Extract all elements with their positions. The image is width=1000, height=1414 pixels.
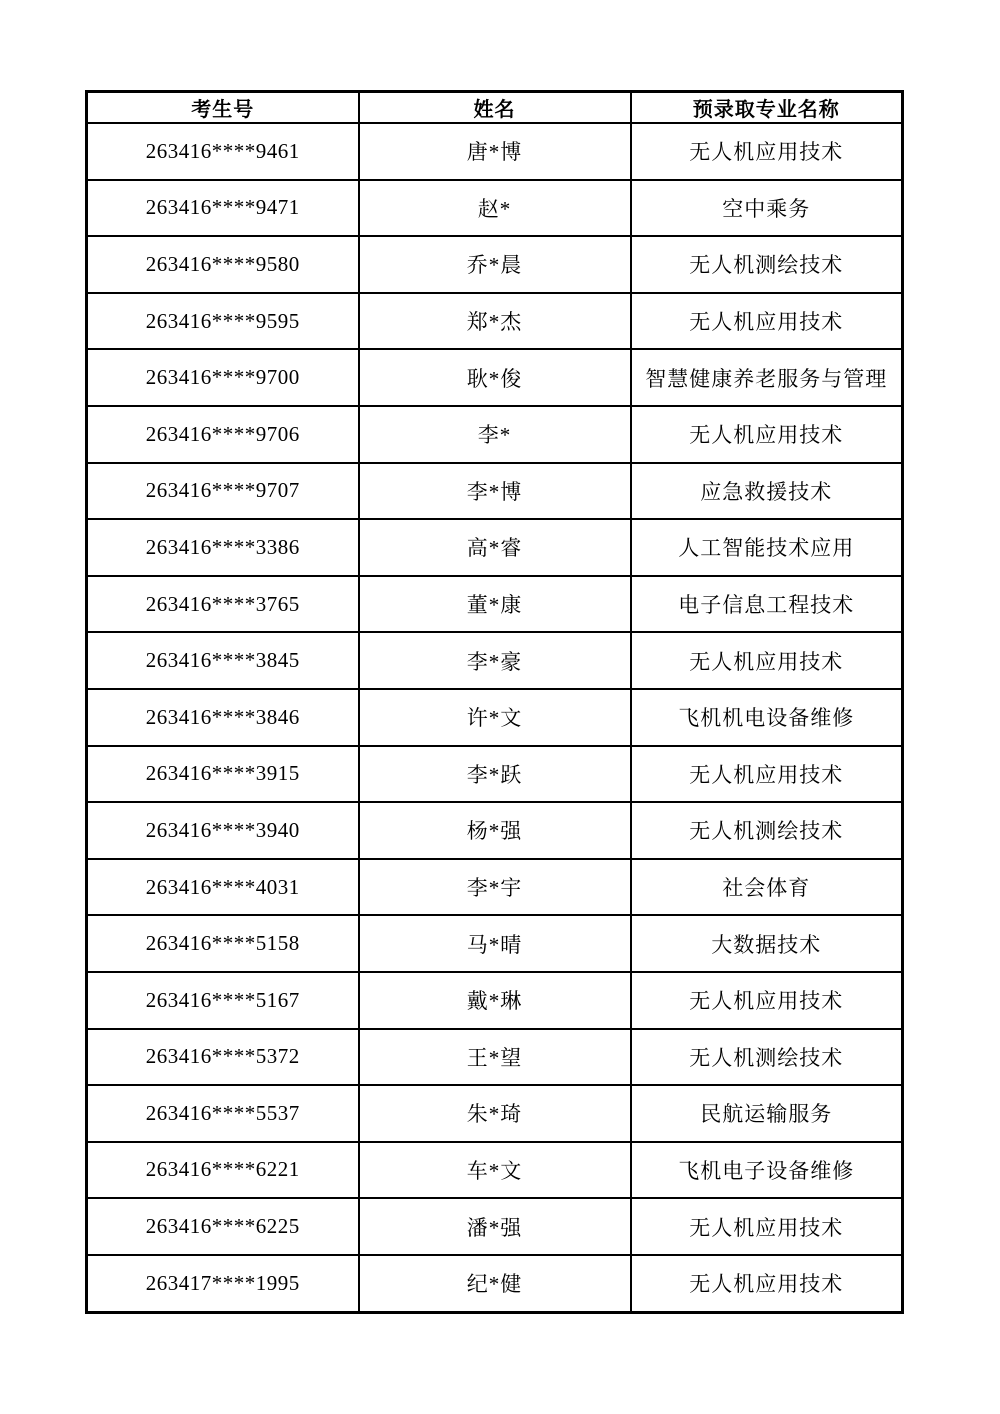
cell-name: 乔*晨 xyxy=(359,236,631,293)
cell-candidate-no: 263416****9595 xyxy=(87,293,359,350)
cell-candidate-no: 263416****3915 xyxy=(87,746,359,803)
column-header-name: 姓名 xyxy=(359,92,631,124)
table-header-row xyxy=(87,92,903,124)
cell-name: 纪*健 xyxy=(359,1255,631,1313)
cell-name: 李* xyxy=(359,406,631,463)
table-row xyxy=(87,1198,903,1255)
table-body xyxy=(87,123,903,1313)
table-row xyxy=(87,236,903,293)
cell-candidate-no: 263416****9707 xyxy=(87,463,359,520)
cell-major: 无人机应用技术 xyxy=(631,1255,903,1313)
table-row xyxy=(87,349,903,406)
table-row xyxy=(87,746,903,803)
cell-major: 人工智能技术应用 xyxy=(631,519,903,576)
cell-candidate-no: 263416****5167 xyxy=(87,972,359,1029)
table-row xyxy=(87,972,903,1029)
table-row xyxy=(87,406,903,463)
cell-candidate-no: 263416****9461 xyxy=(87,123,359,180)
cell-major: 大数据技术 xyxy=(631,915,903,972)
cell-candidate-no: 263416****3765 xyxy=(87,576,359,633)
table-row xyxy=(87,689,903,746)
table-row xyxy=(87,632,903,689)
cell-candidate-no: 263416****9580 xyxy=(87,236,359,293)
table-row xyxy=(87,1085,903,1142)
cell-major: 社会体育 xyxy=(631,859,903,916)
cell-major: 无人机应用技术 xyxy=(631,632,903,689)
cell-major: 应急救援技术 xyxy=(631,463,903,520)
table-row xyxy=(87,859,903,916)
cell-major: 无人机测绘技术 xyxy=(631,236,903,293)
table-row xyxy=(87,1255,903,1313)
cell-candidate-no: 263417****1995 xyxy=(87,1255,359,1313)
table-row xyxy=(87,1142,903,1199)
cell-candidate-no: 263416****3846 xyxy=(87,689,359,746)
cell-name: 车*文 xyxy=(359,1142,631,1199)
cell-candidate-no: 263416****5158 xyxy=(87,915,359,972)
table-row xyxy=(87,293,903,350)
cell-name: 郑*杰 xyxy=(359,293,631,350)
cell-candidate-no: 263416****5372 xyxy=(87,1029,359,1086)
cell-major: 电子信息工程技术 xyxy=(631,576,903,633)
table-row xyxy=(87,1029,903,1086)
table-row xyxy=(87,519,903,576)
cell-major: 空中乘务 xyxy=(631,180,903,237)
cell-candidate-no: 263416****3940 xyxy=(87,802,359,859)
cell-major: 智慧健康养老服务与管理 xyxy=(631,349,903,406)
cell-name: 杨*强 xyxy=(359,802,631,859)
table-row xyxy=(87,180,903,237)
cell-candidate-no: 263416****9706 xyxy=(87,406,359,463)
table-row xyxy=(87,576,903,633)
cell-name: 李*宇 xyxy=(359,859,631,916)
cell-major: 无人机应用技术 xyxy=(631,123,903,180)
cell-major: 无人机测绘技术 xyxy=(631,802,903,859)
table-row xyxy=(87,915,903,972)
cell-major: 无人机应用技术 xyxy=(631,293,903,350)
cell-candidate-no: 263416****3845 xyxy=(87,632,359,689)
cell-name: 王*望 xyxy=(359,1029,631,1086)
cell-name: 李*博 xyxy=(359,463,631,520)
table-row xyxy=(87,802,903,859)
cell-name: 戴*琳 xyxy=(359,972,631,1029)
cell-name: 马*晴 xyxy=(359,915,631,972)
cell-major: 飞机电子设备维修 xyxy=(631,1142,903,1199)
cell-major: 无人机应用技术 xyxy=(631,746,903,803)
cell-name: 潘*强 xyxy=(359,1198,631,1255)
cell-name: 高*睿 xyxy=(359,519,631,576)
cell-candidate-no: 263416****9471 xyxy=(87,180,359,237)
cell-name: 赵* xyxy=(359,180,631,237)
cell-major: 无人机测绘技术 xyxy=(631,1029,903,1086)
cell-name: 耿*俊 xyxy=(359,349,631,406)
cell-name: 唐*博 xyxy=(359,123,631,180)
cell-name: 许*文 xyxy=(359,689,631,746)
cell-major: 无人机应用技术 xyxy=(631,1198,903,1255)
cell-candidate-no: 263416****6225 xyxy=(87,1198,359,1255)
cell-name: 李*跃 xyxy=(359,746,631,803)
cell-candidate-no: 263416****5537 xyxy=(87,1085,359,1142)
cell-name: 董*康 xyxy=(359,576,631,633)
cell-name: 朱*琦 xyxy=(359,1085,631,1142)
cell-candidate-no: 263416****3386 xyxy=(87,519,359,576)
cell-major: 无人机应用技术 xyxy=(631,972,903,1029)
cell-major: 飞机机电设备维修 xyxy=(631,689,903,746)
table-row xyxy=(87,123,903,180)
cell-candidate-no: 263416****6221 xyxy=(87,1142,359,1199)
cell-candidate-no: 263416****9700 xyxy=(87,349,359,406)
cell-major: 无人机应用技术 xyxy=(631,406,903,463)
cell-candidate-no: 263416****4031 xyxy=(87,859,359,916)
column-header-major: 预录取专业名称 xyxy=(631,92,903,124)
column-header-candidate-no: 考生号 xyxy=(87,92,359,124)
cell-name: 李*豪 xyxy=(359,632,631,689)
cell-major: 民航运输服务 xyxy=(631,1085,903,1142)
table-row xyxy=(87,463,903,520)
admission-table xyxy=(85,90,904,1314)
